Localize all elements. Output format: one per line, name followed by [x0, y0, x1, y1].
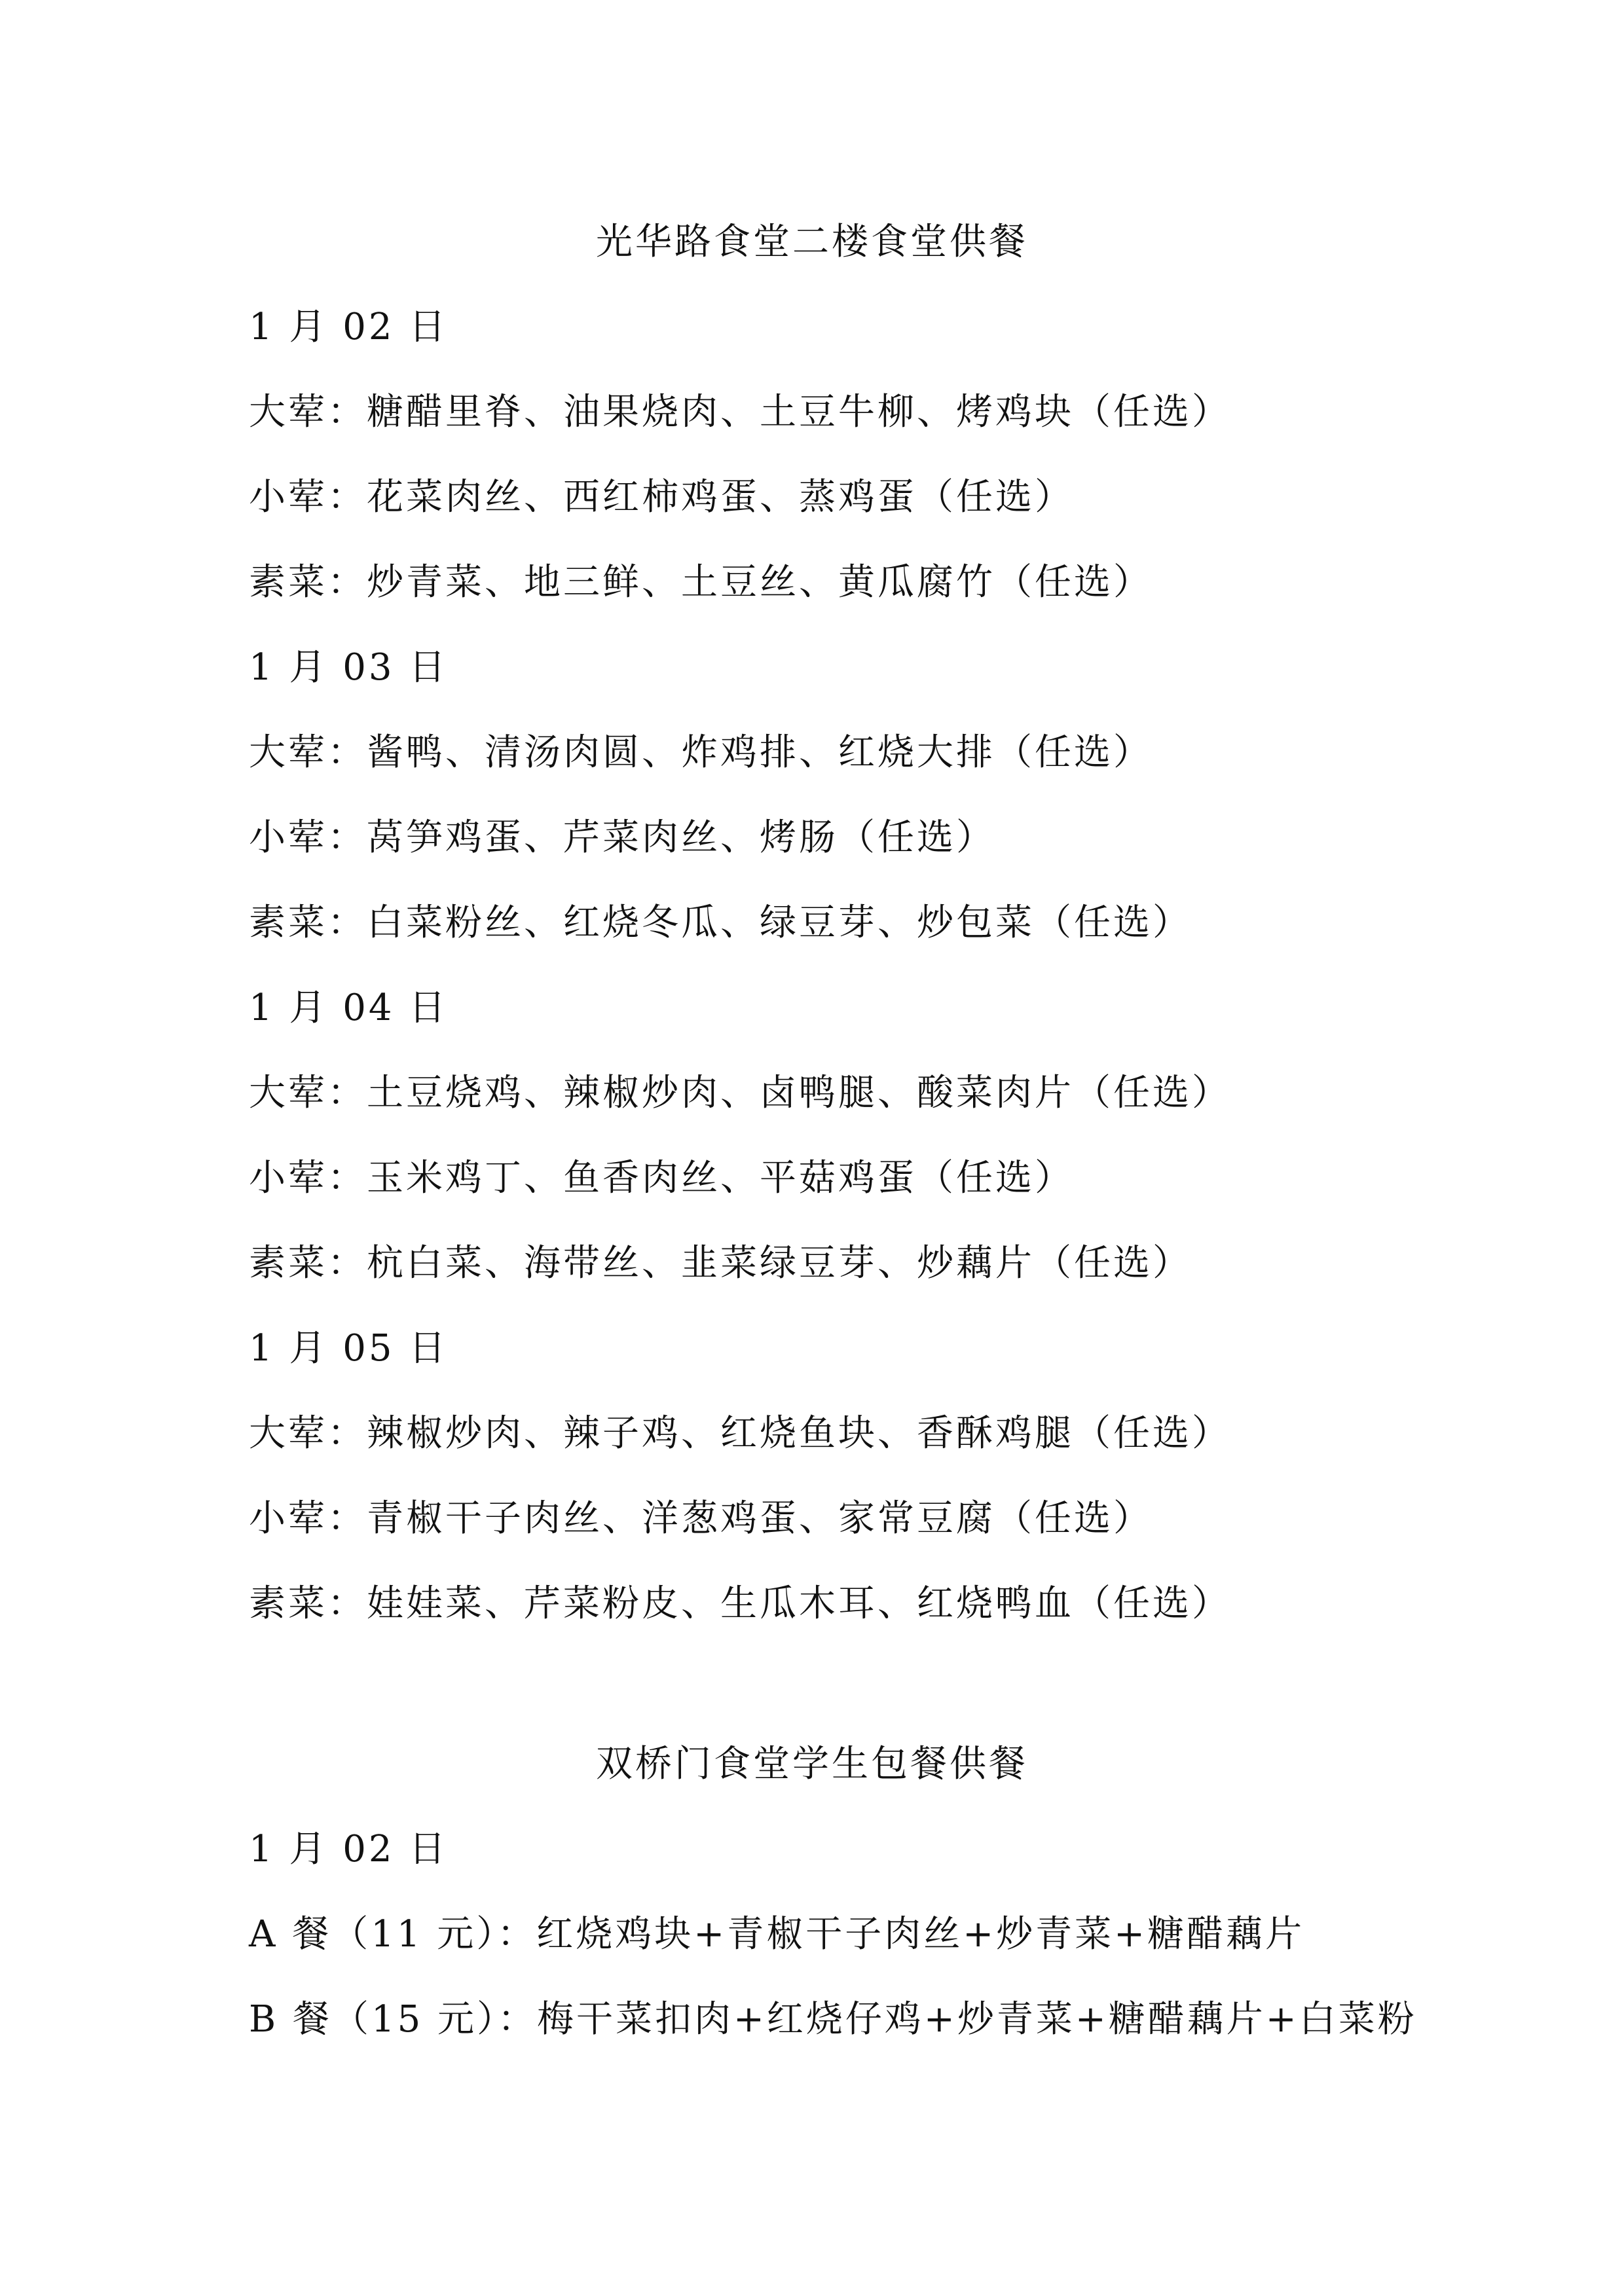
menu-line-small-meat: 小荤：花菜肉丝、西红柿鸡蛋、蒸鸡蛋（任选）: [249, 476, 1074, 519]
date-line: 1 月 04 日: [249, 987, 449, 1029]
date-line: 1 月 05 日: [249, 1327, 449, 1370]
menu-line-large-meat: 大荤：糖醋里脊、油果烧肉、土豆牛柳、烤鸡块（任选）: [249, 391, 1231, 433]
menu-line-large-meat: 大荤：辣椒炒肉、辣子鸡、红烧鱼块、香酥鸡腿（任选）: [249, 1412, 1231, 1455]
menu-line-small-meat: 小荤：玉米鸡丁、鱼香肉丝、平菇鸡蛋（任选）: [249, 1157, 1074, 1199]
date-line: 1 月 03 日: [249, 646, 449, 689]
menu-line-vegetable: 素菜：炒青菜、地三鲜、土豆丝、黄瓜腐竹（任选）: [249, 561, 1153, 604]
menu-line-vegetable: 素菜：娃娃菜、芹菜粉皮、生瓜木耳、红烧鸭血（任选）: [249, 1582, 1231, 1625]
menu-section-shuangqiaomen: [0, 1722, 1624, 2062]
date-line: 1 月 02 日: [249, 1828, 449, 1870]
date-line: 1 月 02 日: [249, 306, 449, 348]
menu-line-vegetable: 素菜：白菜粉丝、红烧冬瓜、绿豆芽、炒包菜（任选）: [249, 902, 1192, 944]
meal-set-b-line: B 餐（15 元）：梅干菜扣肉+红烧仔鸡+炒青菜+糖醋藕片+白菜粉: [249, 1998, 1417, 2041]
menu-line-vegetable: 素菜：杭白菜、海带丝、韭菜绿豆芽、炒藕片（任选）: [249, 1242, 1192, 1285]
section-title: 光华路食堂二楼食堂供餐: [596, 221, 1028, 263]
menu-section-guanghualu: [0, 200, 1624, 1647]
section-title: 双桥门食堂学生包餐供餐: [596, 1743, 1028, 1785]
menu-line-large-meat: 大荤：酱鸭、清汤肉圆、炸鸡排、红烧大排（任选）: [249, 731, 1153, 774]
menu-line-small-meat: 小荤：青椒干子肉丝、洋葱鸡蛋、家常豆腐（任选）: [249, 1497, 1153, 1540]
meal-set-a-line: A 餐（11 元）：红烧鸡块+青椒干子肉丝+炒青菜+糖醋藕片: [249, 1913, 1305, 1956]
menu-line-small-meat: 小荤：莴笋鸡蛋、芹菜肉丝、烤肠（任选）: [249, 816, 995, 859]
menu-line-large-meat: 大荤：土豆烧鸡、辣椒炒肉、卤鸭腿、酸菜肉片（任选）: [249, 1072, 1231, 1114]
